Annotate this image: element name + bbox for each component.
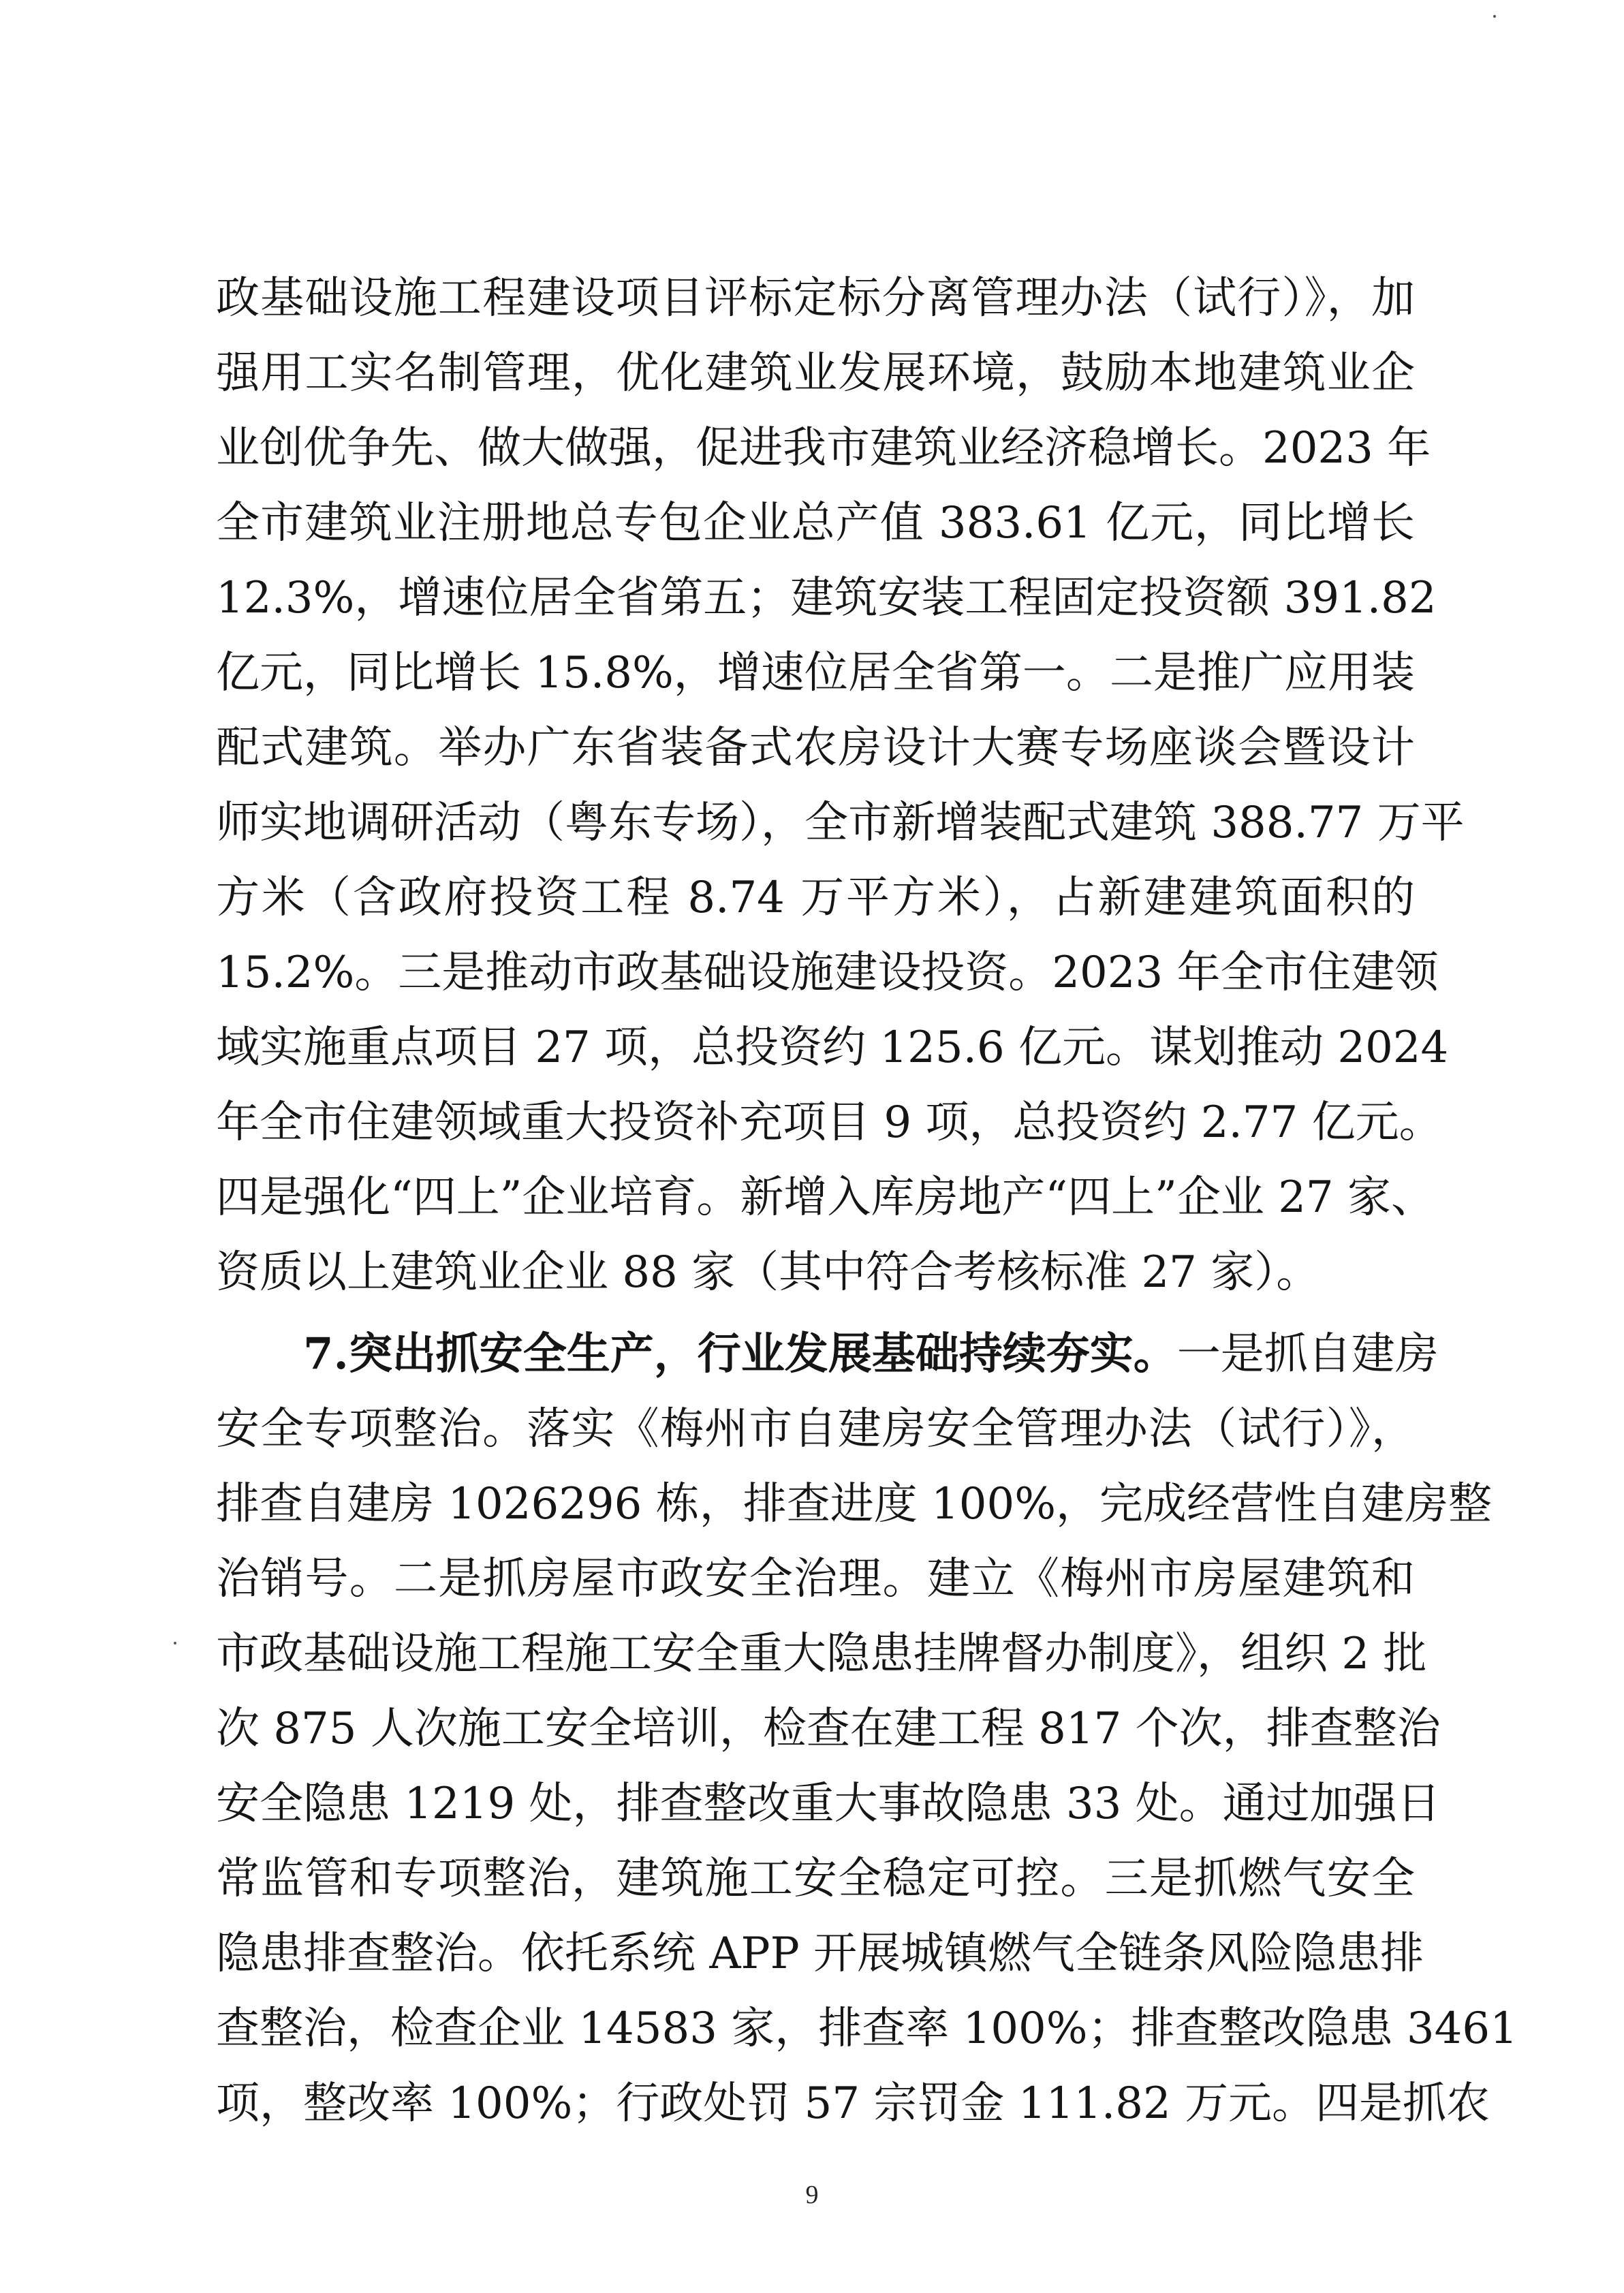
body-text-line: 常监管和专项整治，建筑施工安全稳定可控。三是抓燃气安全 bbox=[216, 1854, 1415, 1904]
body-text-line: 项，整改率 100%；行政处罚 57 宗罚金 111.82 万元。四是抓农 bbox=[216, 2078, 1490, 2129]
body-text-line: 安全专项整治。落实《梅州市自建房安全管理办法（试行）》， bbox=[216, 1404, 1415, 1454]
body-text-line: 政基础设施工程建设项目评标定标分离管理办法（试行）》，加 bbox=[216, 273, 1415, 324]
body-text-line: 治销号。二是抓房屋市政安全治理。建立《梅州市房屋建筑和 bbox=[216, 1554, 1415, 1604]
body-text-line: 排查自建房 1026296 栋，排查进度 100%，完成经营性自建房整 bbox=[216, 1479, 1493, 1529]
page-number: 9 bbox=[805, 2181, 819, 2209]
body-text-line: 域实施重点项目 27 项，总投资约 125.6 亿元。谋划推动 2024 bbox=[216, 1023, 1449, 1073]
body-text-line: 年全市住建领域重大投资补充项目 9 项，总投资约 2.77 亿元。 bbox=[216, 1097, 1443, 1148]
body-text-line: 次 875 人次施工安全培训，检查在建工程 817 个次，排查整治 bbox=[216, 1704, 1441, 1754]
body-text-line: 12.3%，增速位居全省第五；建筑安装工程固定投资额 391.82 bbox=[216, 573, 1437, 623]
body-text-line: 业创优争先、做大做强，促进我市建筑业经济稳增长。2023 年 bbox=[216, 423, 1431, 473]
body-text-line: 师实地调研活动（粤东专场），全市新增装配式建筑 388.77 万平 bbox=[216, 798, 1465, 848]
body-text-line: 市政基础设施工程施工安全重大隐患挂牌督办制度》，组织 2 批 bbox=[216, 1629, 1427, 1679]
section-7-first-line-text: 一是抓自建房 bbox=[1176, 1329, 1439, 1379]
section-7-heading: 7.突出抓安全生产，行业发展基础持续夯实。 bbox=[303, 1328, 1177, 1379]
body-text-line: 配式建筑。举办广东省装备式农房设计大赛专场座谈会暨设计 bbox=[216, 723, 1415, 773]
body-text-line: 查整治，检查企业 14583 家，排查率 100%；排查整改隐患 3461 bbox=[216, 2003, 1518, 2054]
scan-speck bbox=[1493, 15, 1496, 18]
body-text-line: 资质以上建筑业企业 88 家（其中符合考核标准 27 家）。 bbox=[216, 1247, 1320, 1298]
body-text-line: 方米（含政府投资工程 8.74 万平方米），占新建建筑面积的 bbox=[216, 873, 1415, 923]
body-text-line: 15.2%。三是推动市政基础设施建设投资。2023 年全市住建领 bbox=[216, 948, 1439, 998]
body-text-line: 隐患排查整治。依托系统 APP 开展城镇燃气全链条风险隐患排 bbox=[216, 1929, 1424, 1979]
body-text-line: 四是强化“四上”企业培育。新增入库房地产“四上”企业 27 家、 bbox=[216, 1172, 1435, 1223]
body-text-line: 全市建筑业注册地总专包企业总产值 383.61 亿元，同比增长 bbox=[216, 498, 1415, 548]
body-text-line: 强用工实名制管理，优化建筑业发展环境，鼓励本地建筑业企 bbox=[216, 348, 1415, 399]
body-text-line: 亿元，同比增长 15.8%，增速位居全省第一。二是推广应用装 bbox=[216, 648, 1415, 698]
body-text-line: 安全隐患 1219 处，排查整改重大事故隐患 33 处。通过加强日 bbox=[216, 1779, 1441, 1829]
section-7-first-line bbox=[303, 1324, 1439, 1385]
scan-speck bbox=[174, 1642, 176, 1644]
